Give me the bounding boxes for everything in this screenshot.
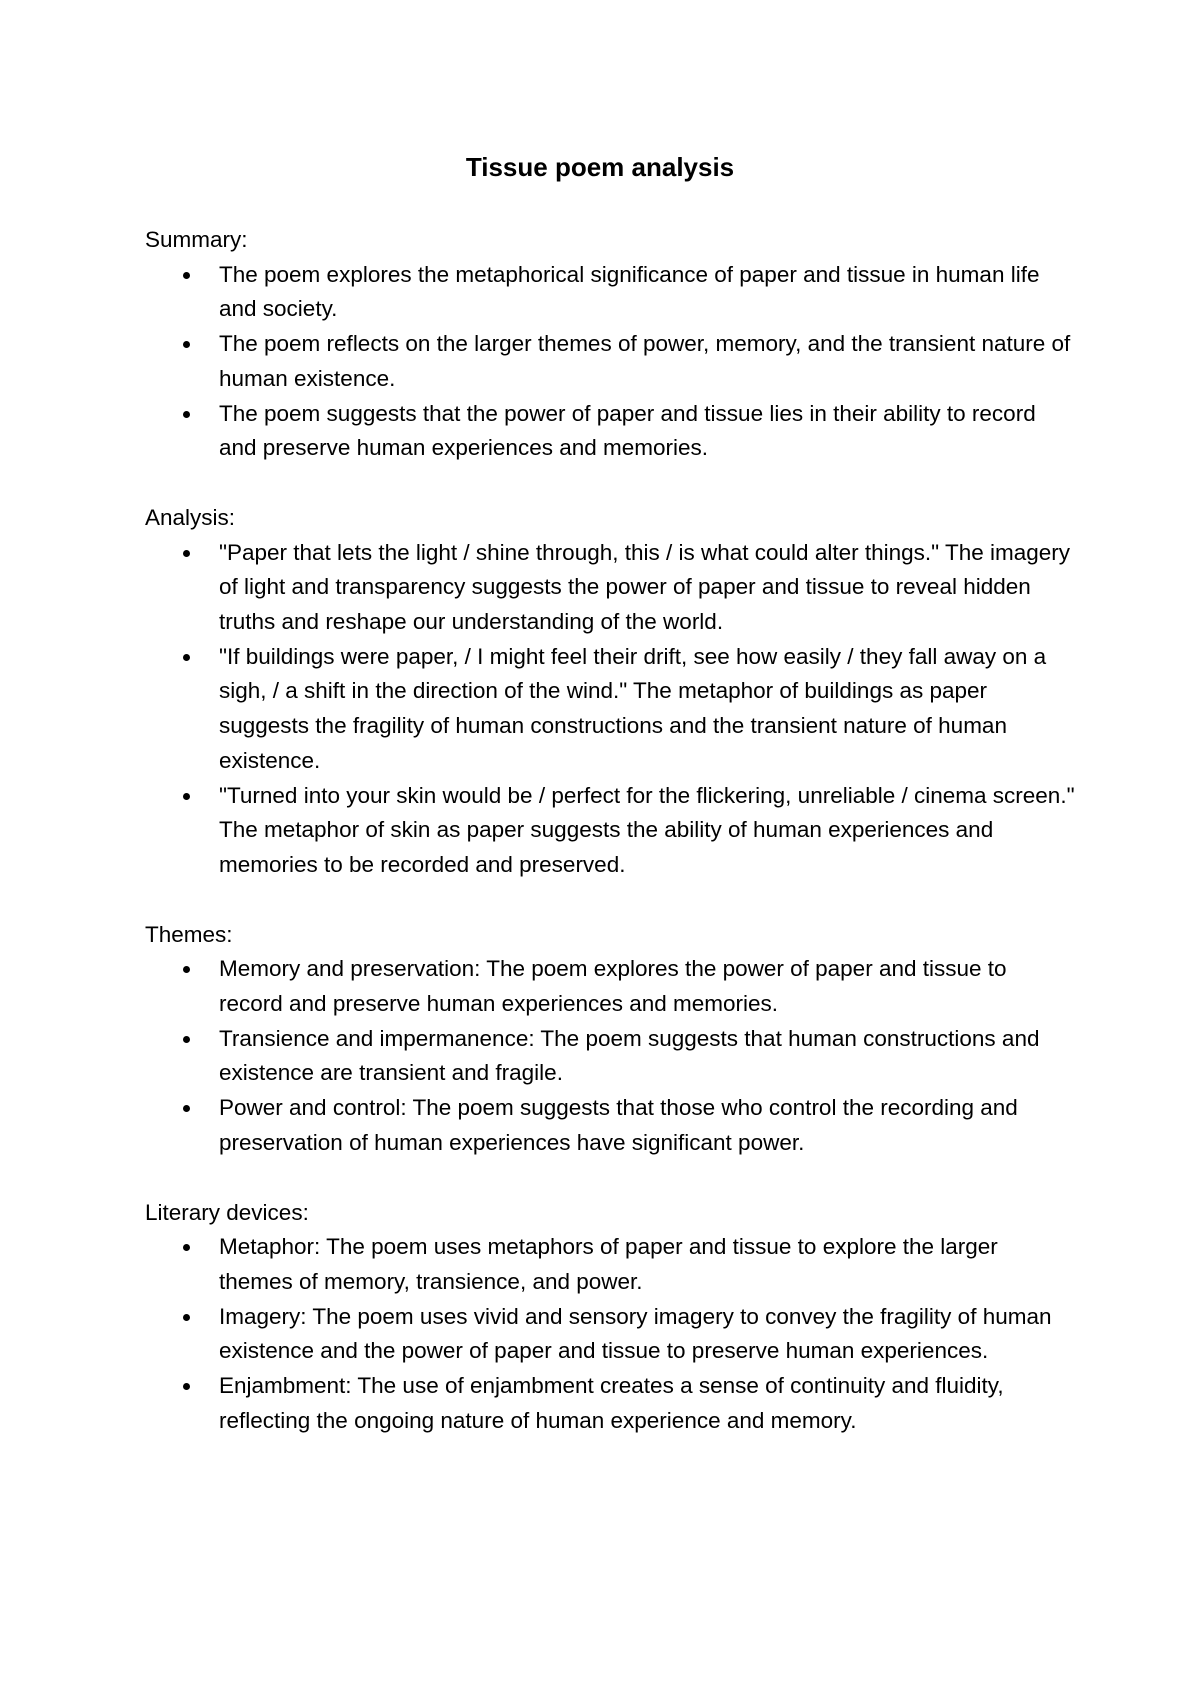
bullet-icon: [183, 341, 190, 348]
section-heading: Literary devices:: [145, 1199, 309, 1225]
bullet-icon: [183, 1036, 190, 1043]
list-item: [145, 1091, 1075, 1160]
list-item-text: "Turned into your skin would be / perfect for the flickering, unreliable / cinema screen." The metaphor of skin as paper suggests the ability of human experiences and memories to be recorded and preserved.: [219, 782, 1075, 877]
bullet-list: [145, 1230, 1075, 1438]
list-item-text: "Paper that lets the light / shine through, this / is what could alter things." The imagery of light and transparency suggests the power of paper and tissue to reveal hidden truths and reshape our understanding of the world.: [219, 539, 1071, 635]
section-heading: Summary:: [145, 227, 248, 252]
list-item-text: Power and control: The poem suggests that those who control the recording and preservation of human experiences have significant power.: [219, 1095, 1018, 1155]
list-item: [145, 1230, 1075, 1299]
list-item-text: The poem suggests that the power of paper and tissue lies in their ability to record and preserve human experiences and memories.: [219, 400, 1036, 461]
bullet-icon: [183, 272, 190, 279]
list-item-text: The poem reflects on the larger themes of power, memory, and the transient nature of human existence.: [219, 331, 1071, 391]
bullet-icon: [183, 411, 190, 418]
list-item: [145, 1300, 1075, 1369]
list-item: [145, 327, 1075, 396]
section-heading: Analysis:: [145, 504, 236, 530]
list-item: [145, 952, 1075, 1021]
bullet-icon: [183, 793, 190, 800]
bullet-icon: [183, 1244, 190, 1251]
section-themes: [145, 918, 1075, 1161]
document-title: Tissue poem analysis: [465, 152, 735, 182]
list-item: [145, 1022, 1075, 1091]
list-item-text: Imagery: The poem uses vivid and sensory imagery to convey the fragility of human existence and the power of paper and tissue to preserve human experiences.: [219, 1303, 1052, 1364]
list-item: [145, 536, 1075, 640]
bullet-list: [145, 536, 1075, 883]
list-item: [145, 258, 1075, 327]
list-item-text: The poem explores the metaphorical significance of paper and tissue in human life and society.: [219, 261, 1040, 322]
bullet-icon: [183, 550, 190, 557]
list-item: [145, 1369, 1075, 1438]
list-item: [145, 397, 1075, 466]
list-item-text: Memory and preservation: The poem explores the power of paper and tissue to record and preserve human experiences and memories.: [219, 956, 1007, 1017]
bullet-icon: [183, 1105, 190, 1112]
document-body: [145, 223, 1075, 1474]
section-heading: Themes:: [145, 921, 233, 947]
section-summary: [145, 223, 1075, 466]
bullet-list: [145, 258, 1075, 466]
list-item-text: Transience and impermanence: The poem suggests that human constructions and existence are transient and fragile.: [219, 1025, 1040, 1086]
bullet-icon: [183, 1314, 190, 1321]
bullet-icon: [183, 1383, 190, 1390]
bullet-list: [145, 952, 1075, 1160]
section-literary-devices: [145, 1196, 1075, 1439]
list-item-text: Metaphor: The poem uses metaphors of paper and tissue to explore the larger themes of memory, transience, and power.: [219, 1234, 998, 1294]
list-item: [145, 779, 1075, 883]
list-item-text: "If buildings were paper, / I might feel their drift, see how easily / they fall away on a sigh, / a shift in the direction of the wind." The metaphor of buildings as paper suggests the fragility of human constructions and the transient nature of human existence.: [219, 643, 1047, 773]
list-item: [145, 640, 1075, 779]
bullet-icon: [183, 654, 190, 661]
list-item-text: Enjambment: The use of enjambment creates a sense of continuity and fluidity, reflecting the ongoing nature of human experience and memory.: [219, 1373, 1004, 1433]
section-analysis: [145, 501, 1075, 883]
bullet-icon: [183, 966, 190, 973]
